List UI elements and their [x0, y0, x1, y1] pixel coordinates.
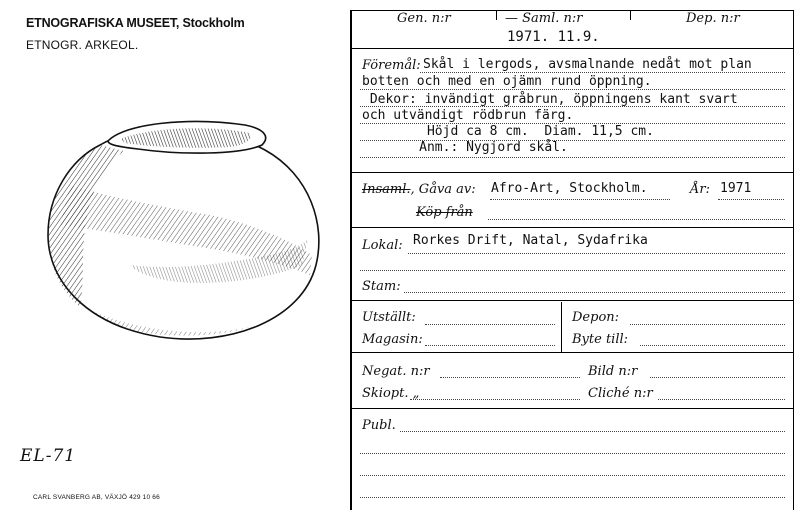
- row-divider: [350, 172, 794, 173]
- gava-value: Afro-Art, Stockholm.: [491, 181, 648, 196]
- gen-nr-label: Gen. n:r: [397, 11, 451, 26]
- print-line: CARL SVANBERG AB, VÄXJÖ 429 10 66: [33, 494, 160, 501]
- dep-nr-label: Dep. n:r: [686, 11, 740, 26]
- museum-title: ETNOGRAFISKA MUSEET,: [26, 16, 180, 30]
- foremal-line-2: botten och med en ojämn rund öppning.: [362, 74, 652, 89]
- foremal-line-1: Skål i lergods, avsmalnande nedåt mot plan: [423, 57, 752, 72]
- lokal-label: Lokal:: [362, 238, 403, 253]
- column-divider: [561, 302, 562, 352]
- gava-label: [362, 182, 476, 197]
- lokal-value: Rorkes Drift, Natal, Sydafrika: [413, 233, 648, 248]
- saml-nr-label: Saml. n:r: [522, 11, 583, 26]
- top-tick: [496, 10, 497, 20]
- bild-nr-label: Bild n:r: [588, 364, 638, 379]
- magasin-label: Magasin:: [362, 332, 423, 347]
- row-divider: [350, 48, 794, 49]
- cliche-nr-label: Cliché n:r: [588, 386, 653, 401]
- ar-label: År:: [690, 182, 710, 197]
- row-divider: [350, 227, 794, 228]
- row-divider: [350, 352, 794, 353]
- gava-av-label: , Gåva av:: [410, 182, 476, 197]
- top-tick: [630, 10, 631, 20]
- reference-number: EL-71: [20, 446, 77, 466]
- row-divider: [350, 300, 794, 301]
- skiopt-label: Skiopt. „: [362, 386, 420, 401]
- negat-nr-label: Negat. n:r: [362, 364, 430, 379]
- kop-fran-label: Köp från: [416, 205, 473, 220]
- byte-till-label: Byte till:: [572, 332, 629, 347]
- saml-nr-value: 1971. 11.9.: [507, 29, 600, 45]
- ar-value: 1971: [720, 181, 752, 196]
- museum-name: [26, 16, 245, 30]
- foremal-label: Föremål:: [362, 58, 421, 73]
- publ-label: Publ.: [362, 418, 396, 433]
- row-divider: [350, 408, 794, 409]
- department-label: ETNOGR. ARKEOL.: [26, 38, 139, 52]
- utstallt-label: Utställt:: [362, 310, 416, 325]
- depon-label: Depon:: [572, 310, 620, 325]
- foremal-line-6: Anm.: Nygjord skål.: [380, 140, 568, 155]
- foremal-line-5: Höjd ca 8 cm. Diam. 11,5 cm.: [380, 124, 654, 139]
- foremal-line-3: Dekor: invändigt gråbrun, öppningens kant svart: [362, 92, 738, 107]
- museum-city: Stockholm: [182, 16, 245, 30]
- pot-drawing: [40, 115, 330, 355]
- insaml-label: Insaml.: [362, 182, 411, 197]
- foremal-line-4: och utvändigt rödbrun färg.: [362, 108, 574, 123]
- stam-label: Stam:: [362, 279, 401, 294]
